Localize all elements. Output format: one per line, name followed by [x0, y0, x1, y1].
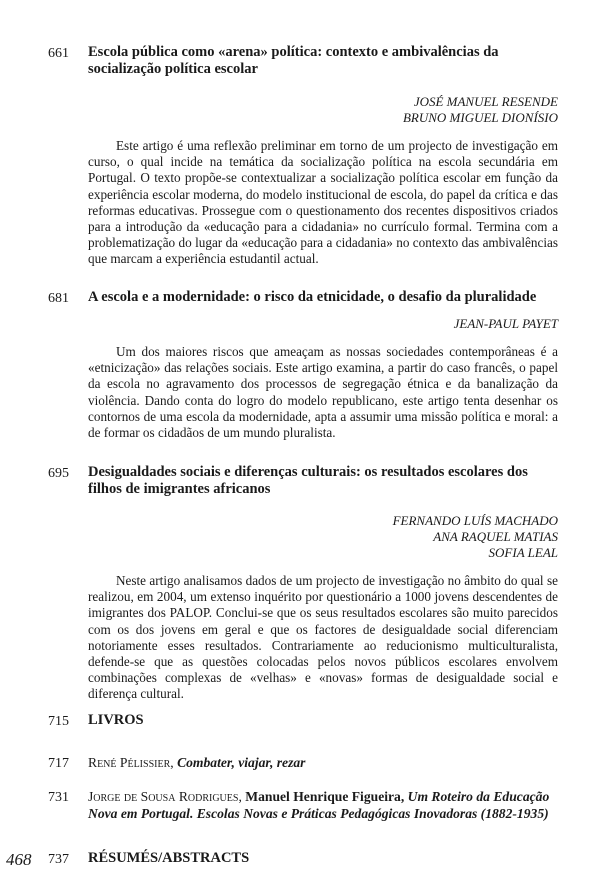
author-name: JEAN-PAUL PAYET	[453, 316, 558, 331]
author-name: ANA RAQUEL MATIAS	[433, 529, 558, 544]
author-name: FERNANDO LUÍS MACHADO	[392, 513, 558, 528]
article-title: Desigualdades sociais e diferenças culturais: os resultados escolares dos filhos de imigrantes africanos	[88, 464, 528, 497]
article-abstract: Este artigo é uma reflexão preliminar em torno de um projecto de investigação em curso, o qual incide na temática da socialização política na escola secundária em Portugal. O texto propõe-se contextualizar a socialização política escolar em função da experiência escolar moderna, do modelo institucional de escola, do papel da crítica e das reformas educativas. Prossegue com o questionamento dos recentes dispositivos criados para a introdução da «educação para a cidadania» no currículo formal. Termina com a problematização do lugar da «educação para a cidadania» no contexto das ambivalências que marcam a experiência estudantil actual.	[88, 138, 558, 267]
book-review-item	[88, 754, 562, 771]
book-title: Combater, viajar, rezar	[177, 755, 306, 770]
book-title: Um Roteiro da Educação Nova em Portugal. Escolas Novas e Práticas Pedagógicas Inovadoras (1882-1935)	[88, 789, 550, 821]
article-page-number: 695	[48, 466, 69, 481]
article-page-number: 681	[48, 291, 69, 306]
section-heading: RÉSUMÉS/ABSTRACTS	[88, 850, 250, 866]
book-page-number: 717	[48, 756, 69, 771]
book-reviewer: Jorge de Sousa Rodrigues,	[88, 789, 242, 804]
article-abstract: Neste artigo analisamos dados de um projecto de investigação no âmbito do qual se realizou, em 2004, um extenso inquérito por questionário a 1000 jovens descendentes de imigrantes dos PALOP. Conclui-se que os seus resultados escolares são muito parecidos com os dos jovens em geral e que os factores de desigualdade social diferenciam notoriamente esses resultados. Contrariamente ao reducionismo multiculturalista, defende-se que as questões colocadas pelos novos públicos escolares envolvem combinações complexas de «velhas» e «novas» formas de desigualdade social e diferença cultural.	[88, 573, 558, 702]
section-page-number: 715	[48, 714, 69, 729]
article-authors	[454, 316, 558, 332]
article-abstract: Um dos maiores riscos que ameaçam as nossas sociedades contemporâneas é a «etnicização» das relações sociais. Este artigo examina, a partir do caso francês, o papel da escola no agravamento dos processos de segregação étnica e da banalização da violência. Dando conta do logro do modelo republicano, este artigo tenta desenhar os contornos de uma escola da modernidade, apta a assumir uma missão política e moral: a de formar os cidadãos de um mundo pluralista.	[88, 344, 558, 441]
article-page-number: 661	[48, 46, 69, 61]
section-page-number: 737	[48, 852, 69, 867]
folio-page-number: 468	[6, 850, 32, 869]
book-reviewer: René Pélissier,	[88, 755, 174, 770]
author-name: BRUNO MIGUEL DIONÍSIO	[402, 110, 558, 125]
book-review-item	[88, 788, 562, 822]
article-title: A escola e a modernidade: o risco da etnicidade, o desafio da pluralidade	[88, 289, 537, 305]
author-name: JOSÉ MANUEL RESENDE	[413, 94, 558, 109]
article-authors	[403, 94, 558, 126]
article-authors	[393, 513, 558, 561]
author-name: SOFIA LEAL	[488, 545, 558, 560]
book-author: Manuel Henrique Figueira,	[245, 789, 405, 804]
article-title: Escola pública como «arena» política: contexto e ambivalências da socialização política escolar	[88, 44, 499, 77]
section-heading: LIVROS	[88, 712, 144, 728]
book-page-number: 731	[48, 790, 69, 805]
